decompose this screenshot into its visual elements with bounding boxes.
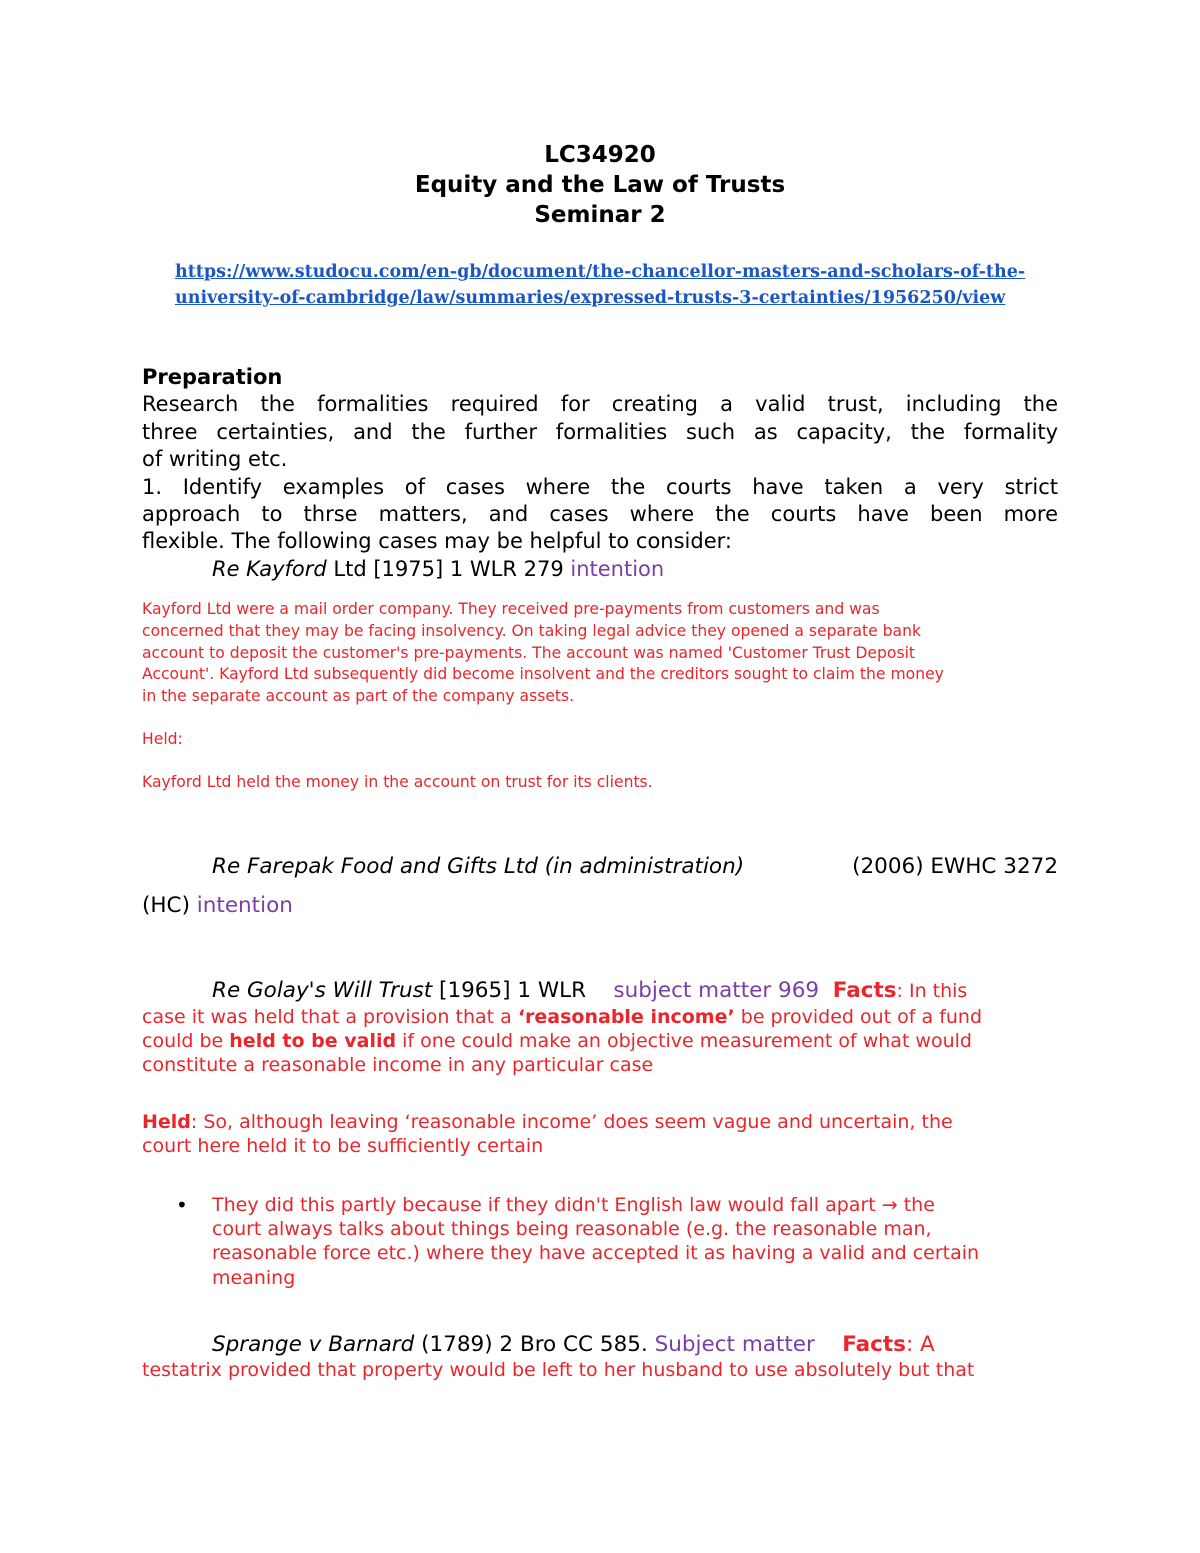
farepak-line-2 xyxy=(142,893,1058,918)
preparation-heading: Preparation xyxy=(142,365,283,389)
facts-line: constitute a reasonable income in any particular case xyxy=(142,1054,654,1077)
facts-line: account to deposit the customer's pre-payments. The account was named 'Customer Trust Deposit xyxy=(142,643,916,662)
question-1-line-3: flexible. The following cases may be helpful to consider: xyxy=(142,529,732,554)
preparation-line-3: of writing etc. xyxy=(142,447,288,472)
sprange-heading xyxy=(142,1331,1058,1358)
sprange-facts-line: testatrix provided that property would be left to her husband to use absolutely but that xyxy=(142,1359,975,1381)
farepak-line-1 xyxy=(142,854,1058,879)
facts-line: could be held to be valid if one could make an objective measurement of what would xyxy=(142,1030,972,1053)
kayford-held-text: Kayford Ltd held the money in the account on trust for its clients. xyxy=(142,773,653,791)
golay-facts xyxy=(142,1005,1058,1078)
case-citation: [1965] 1 WLR xyxy=(432,978,614,1003)
held-text: court here held it to be sufficiently certain xyxy=(142,1135,544,1158)
case-citation: (2006) EWHC 3272 xyxy=(852,854,1058,879)
seminar-title: Seminar 2 xyxy=(534,202,666,228)
case-name: Re Kayford xyxy=(212,556,327,581)
golay-heading xyxy=(142,977,1058,1005)
held-text: : So, although leaving ‘reasonable income’ does seem vague and uncertain, the xyxy=(190,1111,953,1133)
held-label: Held xyxy=(142,1111,191,1133)
facts-line: Account'. Kayford Ltd subsequently did become insolvent and the creditors sought to claim the money xyxy=(142,665,944,684)
course-title: Equity and the Law of Trusts xyxy=(414,172,786,198)
case-sprange xyxy=(142,1331,1058,1382)
case-citation: (1789) 2 Bro CC 585. xyxy=(414,1332,655,1357)
facts-line: Kayford Ltd were a mail order company. They received pre-payments from customers and was xyxy=(142,600,880,618)
preparation-line-1: Research the formalities required for creating a valid trust, including the xyxy=(142,392,1058,417)
case-farepak xyxy=(142,854,1058,918)
case-golay xyxy=(142,977,1058,1078)
preparation-line-2: three certainties, and the further formalities such as capacity, the formality xyxy=(142,419,1058,444)
highlight: ‘reasonable income’ xyxy=(517,1006,735,1028)
golay-bullet: They did this partly because if they didn't English law would fall apart → the court always talks about things being reasonable (e.g. the reasonable man, reasonable force etc.) where they have accepted it as having a valid and certain meaning xyxy=(212,1194,980,1289)
kayford-facts xyxy=(142,599,1058,708)
facts-label: Facts xyxy=(832,978,897,1003)
case-name: Sprange v Barnard xyxy=(212,1332,415,1357)
case-tag: subject matter 969 xyxy=(613,978,820,1003)
facts-text: : In this xyxy=(896,980,968,1002)
case-tag: intention xyxy=(196,893,293,918)
kayford-held-label: Held: xyxy=(142,730,183,748)
case-tag: Subject matter xyxy=(654,1332,815,1357)
question-1-line-2: approach to thrse matters, and cases where the courts have been more xyxy=(142,502,1058,527)
studocu-link[interactable] xyxy=(175,259,1055,311)
question-1-line-1: 1. Identify examples of cases where the courts have taken a very strict xyxy=(142,474,1058,499)
case-citation: Ltd [1975] 1 WLR 279 xyxy=(326,556,571,581)
case-name: Re Farepak Food and Gifts Ltd (in administration) xyxy=(212,854,745,879)
facts-label: Facts xyxy=(842,1332,906,1357)
link-line-1[interactable]: https://www.studocu.com/en-gb/document/the-chancellor-masters-and-scholars-of-the- xyxy=(175,262,1026,282)
case-name: Re Golay's Will Trust xyxy=(212,978,433,1003)
course-code: LC34920 xyxy=(544,142,656,168)
facts-line: concerned that they may be facing insolvency. On taking legal advice they opened a separate bank xyxy=(142,621,922,640)
preparation-section xyxy=(142,364,1058,583)
bullet-icon: • xyxy=(176,1193,188,1217)
facts-text: : A xyxy=(905,1332,935,1357)
case-kayford-heading xyxy=(142,556,1058,583)
facts-line: in the separate account as part of the company assets. xyxy=(142,687,575,706)
facts-line: case it was held that a provision that a ‘reasonable income’ be provided out of a fund xyxy=(142,1006,983,1028)
golay-held xyxy=(142,1110,1058,1158)
case-tag: intention xyxy=(570,556,665,581)
court: (HC) xyxy=(142,893,197,918)
link-line-2[interactable]: university-of-cambridge/law/summaries/expressed-trusts-3-certainties/1956250/view xyxy=(175,288,1006,308)
highlight: held to be valid xyxy=(229,1030,397,1053)
